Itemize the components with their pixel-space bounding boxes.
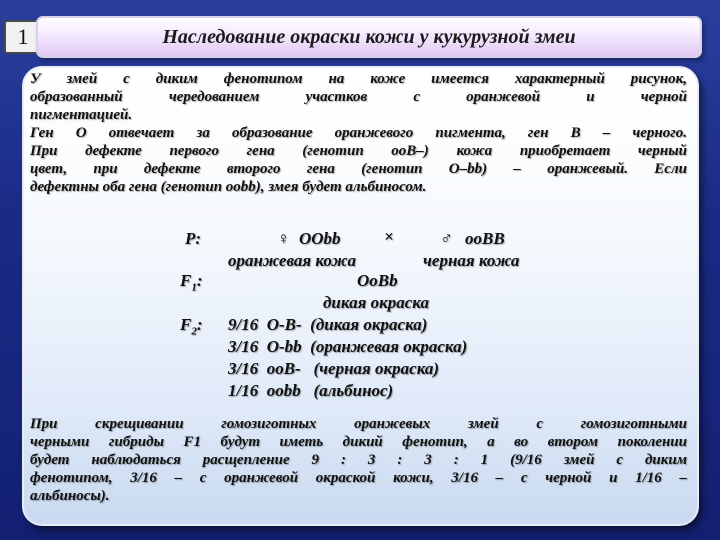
conclusion-line: черными гибриды F1 будут иметь дикий фенотип, а во втором поколении — [30, 434, 687, 450]
male-phenotype: черная кожа — [423, 251, 520, 270]
intro-line: У змей с диким фенотипом на коже имеется характерный рисунок, — [30, 71, 687, 87]
title-bar — [36, 16, 702, 58]
intro-line: При дефекте первого гена (генотип ooB–) кожа приобретает черный — [30, 143, 687, 159]
conclusion-line: фенотипом, 3/16 – с оранжевой окраской кожи, 3/16 – с черной и 1/16 – — [30, 470, 687, 486]
intro-line: цвет, при дефекте второго гена (генотип O–bb) – оранжевый. Если — [30, 161, 687, 177]
f1-phenotype: дикая окраска — [323, 293, 429, 312]
conclusion-paragraph — [30, 415, 687, 505]
intro-line: Ген O отвечает за образование оранжевого пигмента, ген B – черного. — [30, 125, 687, 141]
male-symbol: ♂ — [440, 229, 453, 248]
f2-label: $F_2$: — [180, 315, 203, 338]
female-phenotype: оранжевая кожа — [228, 251, 356, 270]
f2-row: 1/16 oobb (альбинос) — [228, 381, 394, 400]
f2-row: 3/16 ooB- (черная окраска) — [228, 359, 440, 378]
conclusion-line: альбиносы). — [30, 488, 110, 504]
p-label: P: — [185, 229, 202, 248]
slide-title: Наследование окраски кожи у кукурузной змеи — [162, 25, 576, 48]
f2-row: 3/16 O-bb (оранжевая окраска) — [228, 337, 468, 356]
intro-line: пигментацией. — [30, 107, 133, 123]
conclusion-line: При скрещивании гомозиготных оранжевых змей с гомозиготными — [30, 416, 687, 432]
conclusion-line: будет наблюдаться расщепление 9 : 3 : 3 : 1 (9/16 змей с диким — [30, 452, 687, 468]
female-symbol: ♀ — [277, 229, 290, 248]
male-genotype: ooBB — [465, 229, 505, 248]
intro-line: дефектны оба гена (генотип oobb), змея будет альбиносом. — [30, 179, 427, 195]
f1-label: $F_1$: — [180, 271, 203, 294]
female-genotype: OObb — [299, 229, 341, 248]
intro-paragraph — [30, 70, 687, 196]
f2-row: 9/16 O-B- (дикая окраска) — [228, 315, 428, 334]
f1-genotype: OoBb — [357, 271, 398, 290]
slide-number: 1 — [17, 24, 29, 49]
cross-symbol: × — [384, 227, 394, 246]
intro-line: образованный чередованием участков с оранжевой и черной — [30, 89, 687, 105]
